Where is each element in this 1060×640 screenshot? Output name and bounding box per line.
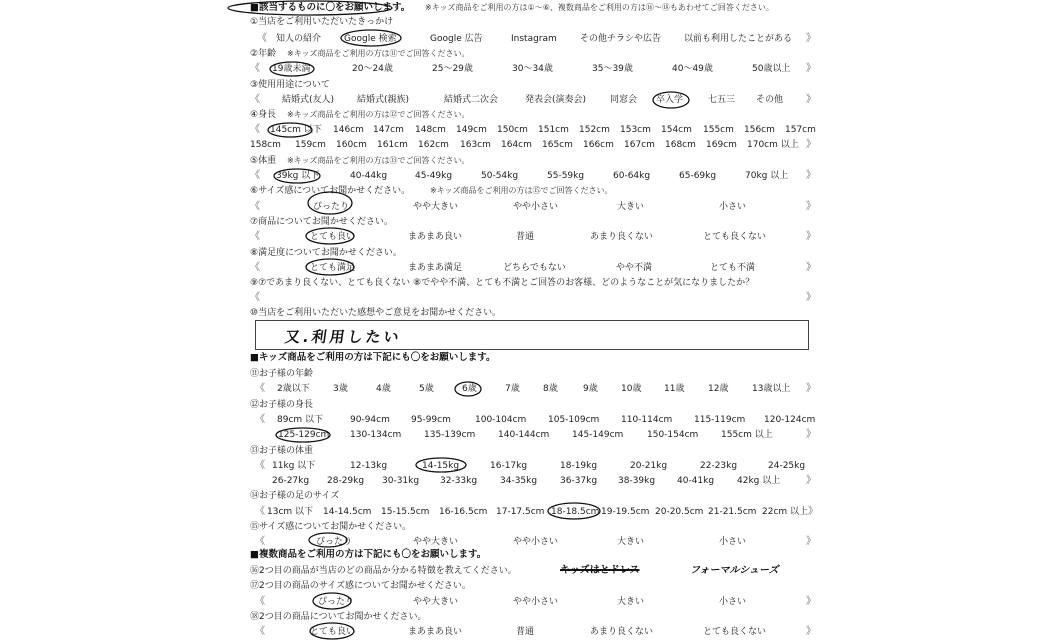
q11-option[interactable]: 12歳 [708,384,729,394]
q4-option[interactable]: 152cm [579,125,610,135]
q18-option[interactable]: 普通 [516,627,535,637]
q11-option[interactable]: 3歳 [333,384,348,394]
bracket-open: 《 [250,170,260,181]
q11-option[interactable]: 2歳以下 [277,384,310,394]
q4-option[interactable]: 158cm [250,140,281,150]
q4-option[interactable]: 155cm [703,125,734,135]
q5-note: ※キッズ商品をご利用の方は⑬でご回答ください。 [287,156,470,165]
q13-option[interactable]: 18-19kg [560,461,598,471]
q4-option[interactable]: 162cm [418,140,449,150]
q4-option[interactable]: 150cm [497,125,528,135]
q5-title: ⑤体重 [250,156,277,166]
q15-title-row [0,519,1060,535]
q16-row [0,563,1060,579]
q11-option[interactable]: 8歳 [543,384,558,394]
q3-option[interactable]: 結婚式二次会 [444,95,499,105]
bracket-open: 《 [255,460,265,471]
q18-options-row [0,624,1060,640]
q2-option[interactable]: 20～24歳 [352,64,393,74]
bracket-open: 《 [250,231,260,242]
q3-title-row [0,77,1060,93]
q5-option[interactable]: 65-69kg [679,171,717,181]
q7-title: ⑦商品についてお聞かせください。 [250,217,393,227]
q13-options-row-2 [0,473,1060,489]
q2-option[interactable]: 19歳未満 [272,64,311,74]
bracket-close: 》 [806,292,816,303]
q13-option[interactable]: 14-15kg [422,461,460,471]
q13-option[interactable]: 16-17kg [490,461,528,471]
q13-option[interactable]: 38-39kg [618,476,656,486]
q4-option[interactable]: 167cm [624,140,655,150]
q5-option[interactable]: 45-49kg [415,171,453,181]
q15-option[interactable]: 小さい [719,537,747,547]
q9-answer-row [0,290,1060,306]
q3-option[interactable]: その他 [756,95,784,105]
q8-title-row [0,245,1060,261]
q3-option[interactable]: 発表会(演奏会) [525,95,587,105]
q4-option[interactable]: 164cm [501,140,532,150]
q14-option[interactable]: 17-17.5cm [496,507,545,517]
q17-options-row [0,594,1060,610]
q16-struck-answer: キッズはとドレス [560,565,640,576]
bracket-open: 《 [250,94,260,105]
section3-header-row [0,547,1060,563]
q9-text: ⑨⑦であまり良くない、とても良くない ⑧でやや不満、とても不満とご回答のお客様、どのようなことが気になりましたか？ [250,278,755,288]
q6-note: ※キッズ商品をご利用の方は⑮でご回答ください。 [430,186,613,195]
q14-option[interactable]: 13cm 以下 [267,507,314,517]
q12-option[interactable]: 150-154cm [647,430,699,440]
q4-option[interactable]: 151cm [538,125,569,135]
bracket-close: 》 [806,475,816,486]
q4-option[interactable]: 146cm [333,125,364,135]
q8-option[interactable]: とても満足 [310,263,356,273]
q8-options-row [0,260,1060,276]
section3-header: ■複数商品をご利用の方は下記にも〇をお願いします。 [250,549,487,560]
q4-option[interactable]: 154cm [661,125,692,135]
bracket-open: 《 [255,536,265,547]
q14-title: ⑭お子様の足のサイズ [250,491,340,501]
q18-option[interactable]: まあまあ良い [408,627,463,637]
q14-option[interactable]: 14-14.5cm [323,507,372,517]
q12-option[interactable]: 145-149cm [572,430,624,440]
q8-option[interactable]: やや不満 [616,263,653,273]
q17-option[interactable]: 小さい [719,597,747,607]
q6-option[interactable]: やや小さい [513,202,559,212]
q13-option[interactable]: 42kg 以上 [737,476,781,486]
q16-handwritten-answer: フォーマルシューズ [690,565,779,576]
q4-option[interactable]: 159cm [295,140,326,150]
q17-option[interactable]: ぴったり [318,597,355,607]
q3-options-row [0,92,1060,108]
q2-option[interactable]: 40～49歳 [672,64,713,74]
q4-option[interactable]: 161cm [377,140,408,150]
q13-option[interactable]: 24-25kg [768,461,806,471]
bracket-close: 》 [806,139,816,150]
q8-option[interactable]: どちらでもない [503,263,566,273]
q12-title-row [0,397,1060,413]
q13-option[interactable]: 11kg 以下 [272,461,316,471]
q13-option[interactable]: 20-21kg [630,461,668,471]
q11-option[interactable]: 13歳以上 [752,384,791,394]
q17-title: ⑰2つ目の商品のサイズ感についてお聞かせください。 [250,581,471,591]
q15-option[interactable]: やや大きい [413,537,459,547]
q12-option[interactable]: 155cm 以上 [721,430,773,440]
q11-option[interactable]: 4歳 [376,384,391,394]
q12-option[interactable]: 125-129cm [278,430,330,440]
q14-option[interactable]: 18-18.5cm [551,507,600,517]
q13-option[interactable]: 32-33kg [440,476,478,486]
q4-note: ※キッズ商品をご利用の方は⑫でご回答ください。 [287,110,470,119]
q11-options-row [0,381,1060,397]
bracket-open: 《 [255,414,265,425]
bracket-open: 《 [255,383,265,394]
q11-option[interactable]: 10歳 [621,384,642,394]
q10-handwritten-answer: 又.利用したい [283,328,403,346]
bracket-open: 《 [250,124,260,135]
q10-title: ⑩当店をご利用いただいた感想やご意見をお聞かせください。 [250,308,502,318]
q16-title: ⑯2つ目の商品が当店のどの商品か分かる特徴を教えてください。 [250,566,517,576]
q7-option[interactable]: とても良い [310,232,356,242]
q7-title-row [0,214,1060,230]
q8-option[interactable]: まあまあ満足 [408,263,463,273]
q13-option[interactable]: 22-23kg [700,461,738,471]
q14-option[interactable]: 20-20.5cm [655,507,704,517]
q4-option[interactable]: 147cm [373,125,404,135]
q18-option[interactable]: あまり良くない [590,627,654,637]
q14-title-row [0,488,1060,504]
q5-option[interactable]: 60-64kg [613,171,651,181]
q5-option[interactable]: 55-59kg [547,171,585,181]
q12-option[interactable]: 100-104cm [475,415,527,425]
q2-note: ※キッズ商品をご利用の方は⑪でご回答ください。 [287,49,470,58]
q1-option[interactable]: Google 広告 [430,34,483,44]
q11-option[interactable]: 9歳 [583,384,598,394]
q5-option[interactable]: 70kg 以上 [745,171,789,181]
q14-option[interactable]: 19-19.5cm [601,507,650,517]
q12-option[interactable]: 110-114cm [621,415,673,425]
q14-option[interactable]: 21-21.5cm [708,507,757,517]
q14-option[interactable]: 15-15.5cm [381,507,430,517]
q18-title: ⑱2つ目の商品についてお聞かせください。 [250,612,427,622]
q17-option[interactable]: やや大きい [413,597,459,607]
q4-option[interactable]: 166cm [583,140,614,150]
section1-note: ※キッズ商品をご利用の方は①～⑥、複数商品をご利用の方は⑯～⑱もあわせてご回答ください。 [425,3,774,12]
q7-options-row [0,229,1060,245]
bracket-open: 《 [250,292,260,303]
q13-options-row-1 [0,458,1060,474]
q15-title: ⑮サイズ感についてお聞かせください。 [250,522,412,532]
q4-option[interactable]: 157cm [785,125,816,135]
q1-title-row [0,14,1060,30]
q11-title-row [0,366,1060,382]
q12-options-row-1 [0,412,1060,428]
q1-option[interactable]: その他チラシや広告 [580,34,662,44]
q17-option[interactable]: やや小さい [513,597,559,607]
q3-title: ③使用用途について [250,80,330,90]
q10-title-row [0,305,1060,321]
q11-option[interactable]: 6歳 [462,384,477,394]
q4-option[interactable]: 145cm 以下 [270,125,322,135]
q13-option[interactable]: 34-35kg [500,476,538,486]
bracket-close: 》 [806,262,816,273]
bracket-close: 》 [806,383,816,394]
bracket-open: 《 [250,262,260,273]
q3-option[interactable]: 結婚式(親族) [357,95,410,105]
q6-options-row [0,199,1060,215]
q12-option[interactable]: 90-94cm [350,415,390,425]
q4-option[interactable]: 148cm [415,125,446,135]
bracket-close: 》 [806,63,816,74]
q8-option[interactable]: とても不満 [710,263,756,273]
q17-title-row [0,578,1060,594]
section1-header: ■該当するものに〇をお願いします。 [250,2,411,13]
q13-option[interactable]: 12-13kg [350,461,388,471]
section2-header: ■キッズ商品をご利用の方は下記にも〇をお願いします。 [250,352,496,363]
q7-option[interactable]: まあまあ良い [408,232,463,242]
q15-option[interactable]: ぴったり [316,537,353,547]
q6-option[interactable]: 大きい [617,202,645,212]
q2-title: ②年齢 [250,49,277,59]
q2-title-row [0,46,1060,62]
q2-option[interactable]: 30～34歳 [512,64,553,74]
q2-option[interactable]: 25～29歳 [432,64,473,74]
bracket-open: 《 [257,33,267,44]
q12-option[interactable]: 120-124cm [764,415,816,425]
q1-option[interactable]: 知人の紹介 [276,34,322,44]
q1-option[interactable]: Instagram [511,34,557,44]
q2-option[interactable]: 50歳以上 [752,64,791,74]
q14-option[interactable]: 22cm 以上 [762,507,809,517]
q13-option[interactable]: 36-37kg [560,476,598,486]
q7-option[interactable]: 普通 [516,232,535,242]
q4-option[interactable]: 149cm [456,125,487,135]
q13-option[interactable]: 40-41kg [677,476,715,486]
bracket-close: 》 [806,626,816,637]
q3-option[interactable]: 七五三 [708,95,736,105]
q5-option[interactable]: 50-54kg [481,171,519,181]
q18-title-row [0,609,1060,625]
q15-option[interactable]: やや小さい [513,537,559,547]
bracket-close: 》 [806,231,816,242]
q1-options-row [0,31,1060,47]
q18-option[interactable]: とても良い [310,627,356,637]
q4-options-row-2 [0,137,1060,153]
q11-title: ⑪お子様の年齢 [250,369,314,379]
bracket-open: 《 [255,596,265,607]
q17-option[interactable]: 大きい [617,597,645,607]
q4-option[interactable]: 170cm 以上 [747,140,799,150]
q3-option[interactable]: 同窓会 [610,95,638,105]
q5-option[interactable]: 39kg 以下 [276,171,320,181]
q13-option[interactable]: 30-31kg [382,476,420,486]
bracket-close: 》 [808,506,818,517]
bracket-open: 《 [255,506,265,517]
q13-title-row [0,443,1060,459]
q5-option[interactable]: 40-44kg [350,171,388,181]
q4-option[interactable]: 160cm [336,140,367,150]
q12-option[interactable]: 130-134cm [350,430,402,440]
q13-title: ⑬お子様の体重 [250,446,314,456]
q3-option[interactable]: 卒入学 [656,95,684,105]
q12-options-row-2 [0,427,1060,443]
q9-row [0,275,1060,291]
q5-title-row [0,153,1060,169]
q7-option[interactable]: とても良くない [703,232,767,242]
q15-option[interactable]: 大きい [617,537,645,547]
q4-options-row-1 [0,122,1060,138]
q4-option[interactable]: 156cm [744,125,775,135]
q12-title: ⑫お子様の身長 [250,400,314,410]
q12-option[interactable]: 115-119cm [694,415,746,425]
q6-option[interactable]: ぴったり [313,202,350,212]
q11-option[interactable]: 7歳 [505,384,520,394]
q2-option[interactable]: 35～39歳 [592,64,633,74]
q4-option[interactable]: 168cm [665,140,696,150]
bracket-close: 》 [806,596,816,607]
q13-option[interactable]: 26-27kg [272,476,310,486]
q1-title: ①当店をご利用いただいたきっかけ [250,17,394,27]
q4-option[interactable]: 163cm [460,140,491,150]
q4-title: ④身長 [250,110,277,120]
bracket-open: 《 [250,201,260,212]
q12-option[interactable]: 89cm 以下 [277,415,324,425]
q12-option[interactable]: 105-109cm [548,415,600,425]
bracket-close: 》 [806,536,816,547]
bracket-close: 》 [806,94,816,105]
q6-option[interactable]: やや大きい [413,202,459,212]
bracket-close: 》 [806,33,816,44]
q3-option[interactable]: 結婚式(友人) [282,95,335,105]
q12-option[interactable]: 135-139cm [424,430,476,440]
bracket-close: 》 [806,429,816,440]
q4-title-row [0,107,1060,123]
q8-title: ⑧満足度についてお聞かせください。 [250,248,402,258]
q4-option[interactable]: 153cm [620,125,651,135]
q14-option[interactable]: 16-16.5cm [439,507,488,517]
q11-option[interactable]: 5歳 [419,384,434,394]
q4-option[interactable]: 169cm [706,140,737,150]
bracket-close: 》 [806,170,816,181]
q18-option[interactable]: とても良くない [703,627,767,637]
q1-option[interactable]: 以前も利用したことがある [684,34,793,44]
q6-option[interactable]: 小さい [719,202,747,212]
q12-option[interactable]: 95-99cm [411,415,451,425]
q6-title: ⑥サイズ感についてお聞かせください。 [250,186,411,196]
q4-option[interactable]: 165cm [542,140,573,150]
bracket-open: 《 [255,626,265,637]
q13-option[interactable]: 28-29kg [327,476,365,486]
q11-option[interactable]: 11歳 [664,384,685,394]
q7-option[interactable]: あまり良くない [590,232,654,242]
section2-header-row [0,350,1060,366]
q2-options-row [0,61,1060,77]
q5-options-row [0,168,1060,184]
q14-options-row [0,504,1060,520]
q12-option[interactable]: 140-144cm [498,430,550,440]
q1-option[interactable]: Google 検索 [344,34,397,44]
bracket-open: 《 [250,63,260,74]
bracket-close: 》 [806,201,816,212]
q6-title-row [0,183,1060,199]
